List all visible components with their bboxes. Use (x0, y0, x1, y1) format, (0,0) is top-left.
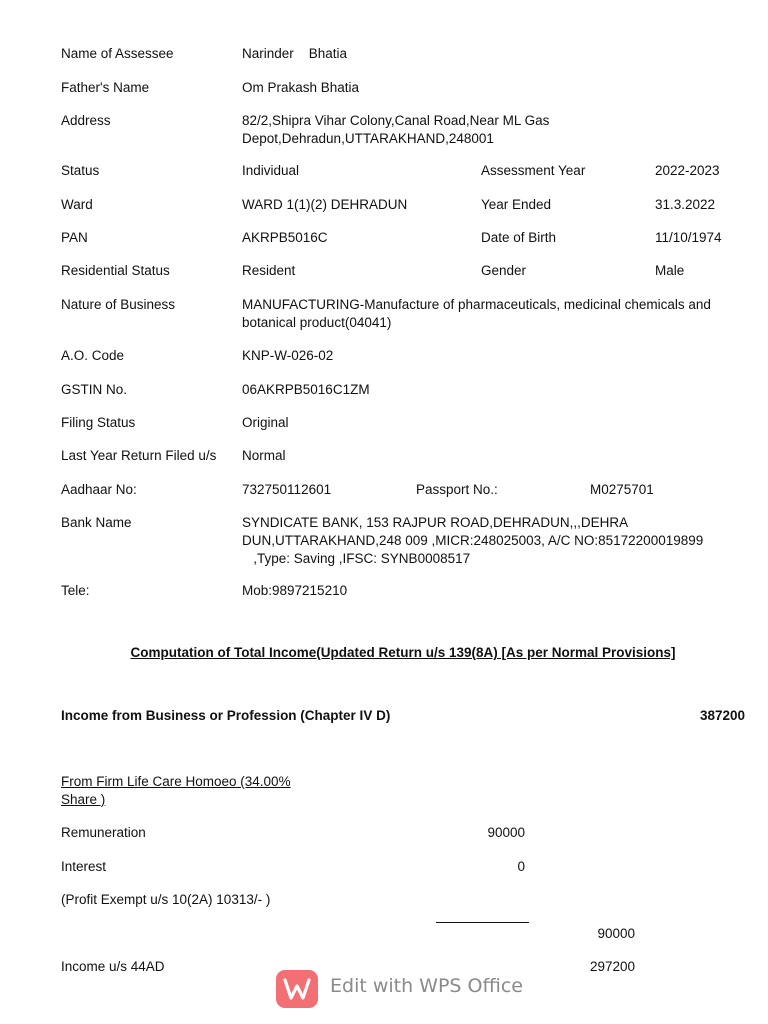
nature-of-business-label: Nature of Business (61, 297, 176, 312)
wps-watermark-text: Edit with WPS Office (330, 975, 523, 997)
gender-value: Male (655, 263, 685, 278)
interest-value: 0 (517, 859, 525, 874)
residential-status-value: Resident (242, 263, 296, 278)
aadhaar-value: 732750112601 (242, 482, 332, 497)
year-ended-label: Year Ended (481, 197, 552, 212)
tele-value: Mob:9897215210 (242, 583, 348, 598)
bank-name-label: Bank Name (61, 515, 132, 530)
aadhaar-label: Aadhaar No: (61, 482, 137, 497)
father-label: Father's Name (61, 80, 150, 95)
filing-status-value: Original (242, 415, 289, 430)
firm-subtotal-value: 90000 (597, 926, 635, 941)
income-44ad-label: Income u/s 44AD (61, 959, 165, 974)
wps-logo-icon (276, 970, 318, 1008)
name-label: Name of Assessee (61, 46, 174, 61)
income-44ad-value: 297200 (589, 959, 635, 974)
year-ended-value: 31.3.2022 (655, 197, 716, 212)
pan-label: PAN (61, 230, 88, 245)
assessment-year-label: Assessment Year (481, 163, 586, 178)
passport-label: Passport No.: (416, 482, 498, 497)
wps-watermark[interactable] (276, 968, 523, 1010)
bank-line2: DUN,UTTARAKHAND,248 009 ,MICR:248025003, A/C NO:85172200019899 (242, 533, 704, 548)
business-income-label: Income from Business or Profession (Chapter IV D) (61, 708, 391, 723)
last-return-label: Last Year Return Filed u/s (61, 448, 217, 463)
pan-value: AKRPB5016C (242, 230, 328, 245)
gstin-value: 06AKRPB5016C1ZM (242, 382, 370, 397)
gstin-label: GSTIN No. (61, 382, 128, 397)
profit-exempt-note: (Profit Exempt u/s 10(2A) 10313/- ) (61, 892, 271, 907)
firm-share-line2: Share ) (61, 792, 106, 807)
residential-status-label: Residential Status (61, 263, 170, 278)
filing-status-label: Filing Status (61, 415, 136, 430)
name-value: Narinder Bhatia (242, 46, 348, 61)
remuneration-label: Remuneration (61, 825, 146, 840)
ao-code-label: A.O. Code (61, 348, 125, 363)
firm-share-line1: From Firm Life Care Homoeo (34.00% (61, 774, 291, 789)
interest-label: Interest (61, 859, 107, 874)
bank-line1: SYNDICATE BANK, 153 RAJPUR ROAD,DEHRADUN,,,DEHRA (242, 515, 629, 530)
nature-of-business-line1: MANUFACTURING-Manufacture of pharmaceuticals, medicinal chemicals and (242, 297, 711, 312)
ward-label: Ward (61, 197, 93, 212)
status-value: Individual (242, 163, 300, 178)
dob-value: 11/10/1974 (655, 230, 722, 245)
bank-line3: ,Type: Saving ,IFSC: SYNB0008517 (242, 551, 471, 566)
dob-label: Date of Birth (481, 230, 557, 245)
status-label: Status (61, 163, 100, 178)
address-label: Address (61, 113, 111, 128)
assessment-year-value: 2022-2023 (655, 163, 720, 178)
passport-value: M0275701 (590, 482, 654, 497)
business-income-value: 387200 (699, 708, 745, 723)
ward-value: WARD 1(1)(2) DEHRADUN (242, 197, 408, 212)
father-value: Om Prakash Bhatia (242, 80, 360, 95)
gender-label: Gender (481, 263, 527, 278)
last-return-value: Normal (242, 448, 286, 463)
address-line2: Depot,Dehradun,UTTARAKHAND,248001 (242, 131, 494, 146)
nature-of-business-line2: botanical product(04041) (242, 315, 392, 330)
tele-label: Tele: (61, 583, 90, 598)
address-line1: 82/2,Shipra Vihar Colony,Canal Road,Near ML Gas (242, 113, 550, 128)
ao-code-value: KNP-W-026-02 (242, 348, 334, 363)
subtotal-rule (436, 922, 529, 923)
computation-heading: Computation of Total Income(Updated Return u/s 139(8A) [As per Normal Provisions] (130, 645, 676, 660)
remuneration-value: 90000 (487, 825, 525, 840)
